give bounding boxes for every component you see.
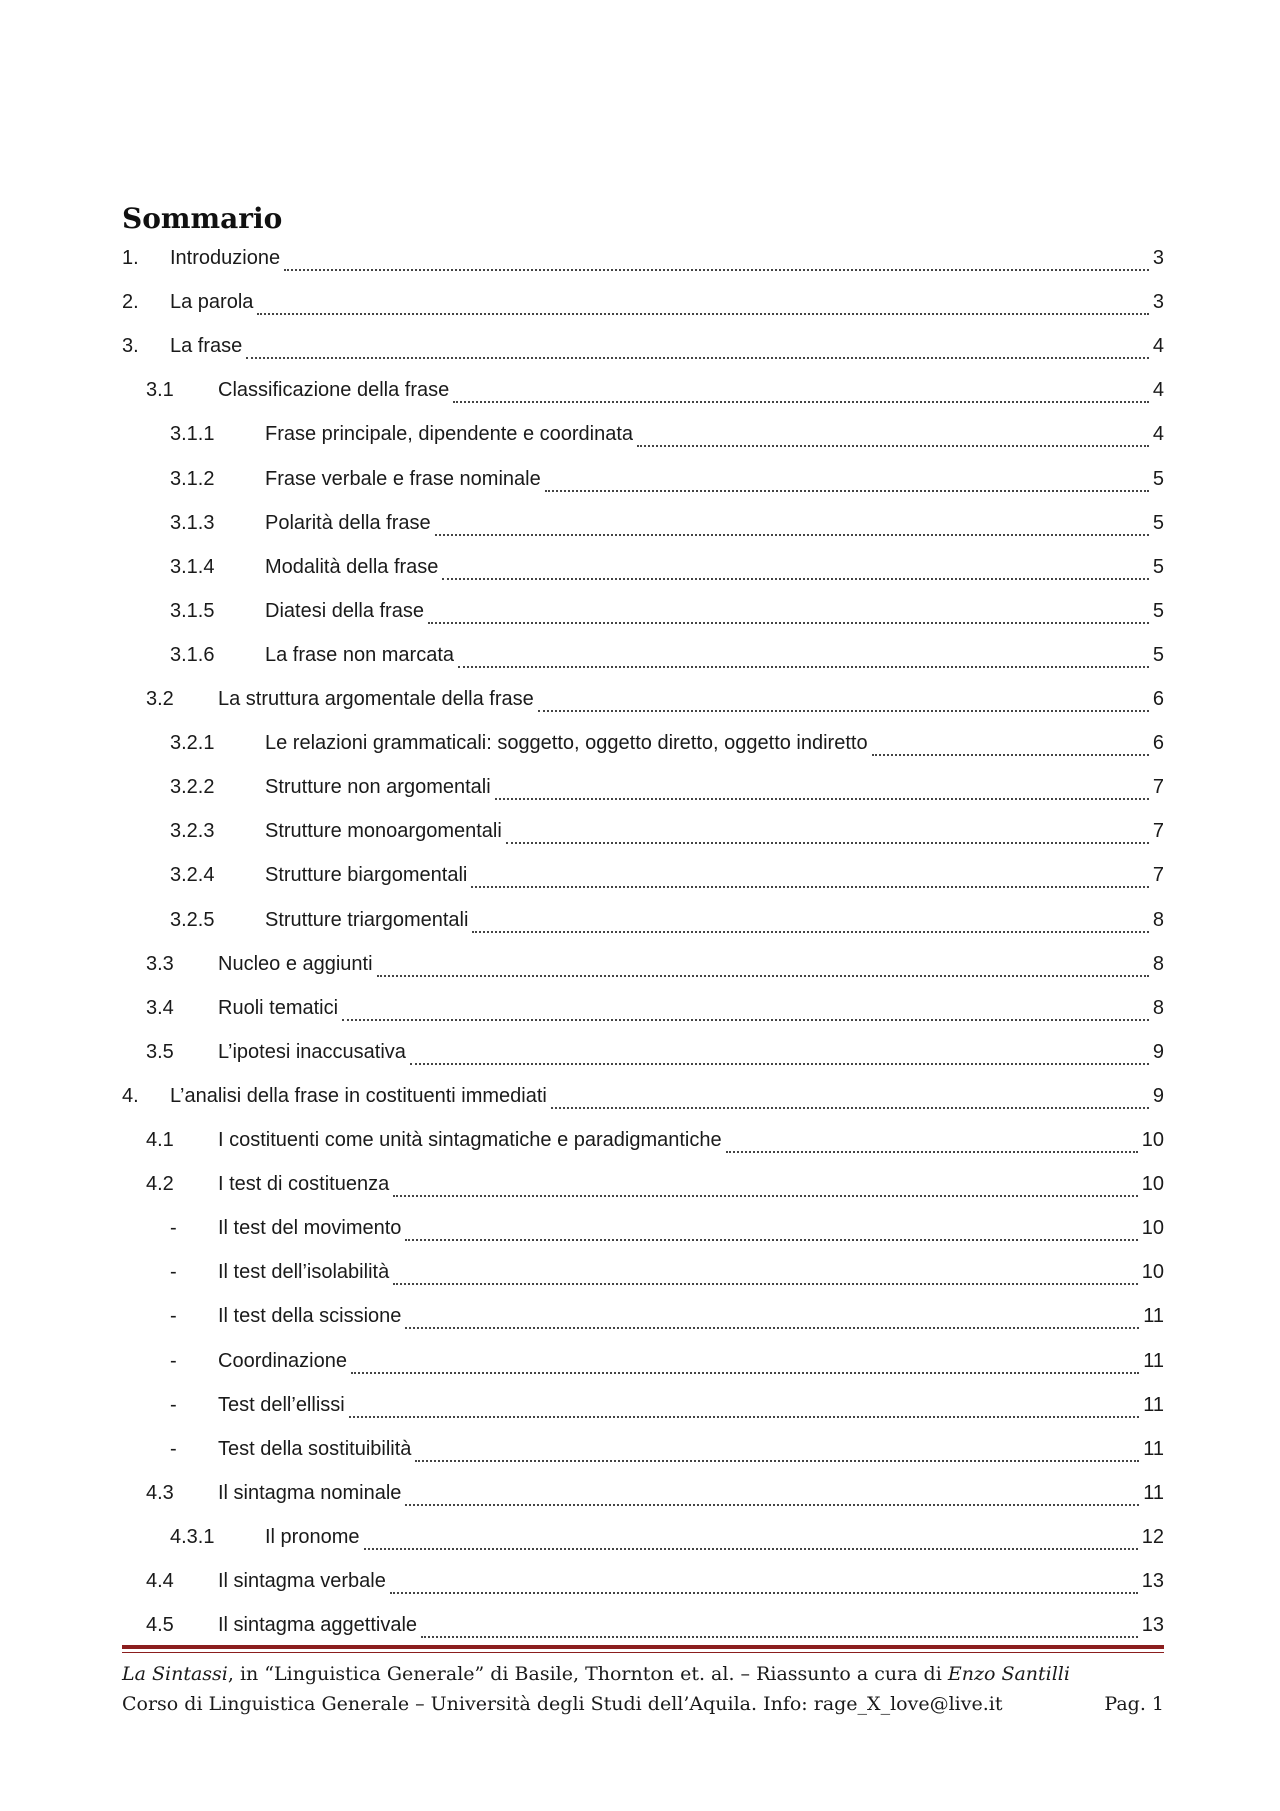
toc-entry[interactable] xyxy=(122,335,1164,365)
toc-entry-page: 10 xyxy=(1141,1261,1164,1284)
toc-entry-page: 6 xyxy=(1152,688,1164,710)
toc-entry-page: 3 xyxy=(1152,291,1164,314)
toc-entry[interactable] xyxy=(170,1217,1164,1247)
toc-entry-page: 11 xyxy=(1143,1305,1164,1328)
toc-entry-label: L’ipotesi inaccusativa xyxy=(218,1040,406,1063)
toc-entry-page: 8 xyxy=(1152,996,1164,1019)
toc-entry-label: I test di costituenza xyxy=(218,1173,390,1196)
toc-entry[interactable] xyxy=(170,1526,1164,1556)
toc-entry-page: 11 xyxy=(1143,1481,1164,1504)
toc-entry-label: Il sintagma nominale xyxy=(218,1481,402,1504)
dot-leader xyxy=(506,824,1149,844)
toc-entry[interactable] xyxy=(122,291,1164,321)
toc-entry-page: 10 xyxy=(1141,1173,1164,1196)
footer-course xyxy=(122,1693,1164,1715)
toc-entry-page: 11 xyxy=(1143,1393,1164,1416)
dot-leader xyxy=(342,1001,1149,1021)
toc-entry-number: - xyxy=(170,1261,177,1284)
toc-entry[interactable] xyxy=(122,247,1164,277)
toc-entry-label: Il sintagma aggettivale xyxy=(218,1614,418,1637)
toc-entry-number: 4.4 xyxy=(146,1570,174,1592)
dot-leader xyxy=(538,692,1149,712)
toc-entry[interactable] xyxy=(170,512,1164,542)
toc-entry-number: 4.1 xyxy=(146,1129,174,1151)
dot-leader xyxy=(257,295,1148,315)
toc-entry[interactable] xyxy=(146,1129,1164,1159)
toc-entry-number: - xyxy=(170,1393,177,1416)
footer-page-number: Pag. 1 xyxy=(1104,1693,1164,1715)
toc-entry-number: 3.1 xyxy=(146,379,174,402)
toc-entry-page: 5 xyxy=(1152,599,1164,622)
toc-entry-number: 3.2 xyxy=(146,688,174,710)
toc-entry[interactable] xyxy=(170,468,1164,498)
toc-entry-label: Diatesi della frase xyxy=(265,599,424,622)
toc-entry-number: 3.1.4 xyxy=(170,555,215,578)
toc-entry-label: Strutture non argomentali xyxy=(265,776,491,799)
toc-entry-number: 3.2.3 xyxy=(170,820,215,843)
dot-leader xyxy=(545,472,1149,492)
toc-entry-number: 3.5 xyxy=(146,1040,174,1063)
footer-author: Enzo Santilli xyxy=(947,1663,1070,1685)
toc-entry[interactable] xyxy=(170,644,1164,674)
toc-entry-page: 8 xyxy=(1152,908,1164,931)
toc-entry-page: 11 xyxy=(1143,1349,1164,1372)
toc-entry[interactable] xyxy=(170,1350,1164,1380)
toc-title: Sommario xyxy=(122,202,283,235)
toc-entry-number: 3.2.4 xyxy=(170,864,215,887)
toc-entry-page: 10 xyxy=(1141,1129,1164,1151)
toc-entry-page: 6 xyxy=(1152,732,1164,755)
toc-entry-page: 4 xyxy=(1152,379,1164,402)
toc-entry-page: 5 xyxy=(1152,467,1164,490)
toc-entry-label: Frase verbale e frase nominale xyxy=(265,467,541,490)
dot-leader xyxy=(872,736,1149,756)
dot-leader xyxy=(405,1486,1139,1506)
footer-citation xyxy=(122,1663,1164,1685)
toc-entry-page: 8 xyxy=(1152,952,1164,975)
toc-entry-label: Il test dell’isolabilità xyxy=(218,1261,390,1284)
toc-entry-label: La frase non marcata xyxy=(265,643,454,666)
toc-entry-label: La parola xyxy=(170,291,254,314)
dot-leader xyxy=(390,1574,1138,1594)
toc-entry[interactable] xyxy=(170,1261,1164,1291)
toc-entry-number: 3.1.1 xyxy=(170,423,215,446)
toc-entry[interactable] xyxy=(170,1438,1164,1468)
dot-leader xyxy=(393,1265,1138,1285)
dot-leader xyxy=(405,1221,1137,1241)
toc-entry-label: Frase principale, dipendente e coordinata xyxy=(265,423,634,446)
toc-entry-number: 3.4 xyxy=(146,996,174,1019)
toc-entry-number: 3.1.2 xyxy=(170,467,215,490)
toc-entry-number: 3.2.2 xyxy=(170,776,215,799)
toc-entry-number: 3.2.5 xyxy=(170,908,215,931)
dot-leader xyxy=(453,383,1149,403)
toc-entry-page: 5 xyxy=(1152,511,1164,534)
toc-entry[interactable] xyxy=(170,864,1164,894)
toc-entry-page: 7 xyxy=(1152,864,1164,887)
toc-entry-page: 4 xyxy=(1152,335,1164,358)
toc-entry[interactable] xyxy=(170,1394,1164,1424)
toc-entry-page: 5 xyxy=(1152,643,1164,666)
toc-entry-label: Le relazioni grammaticali: soggetto, oggetto diretto, oggetto indiretto xyxy=(265,732,868,755)
dot-leader xyxy=(349,1398,1140,1418)
toc-entry-page: 9 xyxy=(1152,1040,1164,1063)
toc-entry-number: - xyxy=(170,1349,177,1372)
toc-entry[interactable] xyxy=(146,379,1164,409)
toc-entry[interactable] xyxy=(170,909,1164,939)
dot-leader xyxy=(551,1089,1149,1109)
toc-entry-page: 9 xyxy=(1152,1084,1164,1107)
dot-leader xyxy=(442,560,1148,580)
toc-entry-number: 3.1.3 xyxy=(170,511,215,534)
toc-entry-label: Modalità della frase xyxy=(265,555,439,578)
toc-entry-page: 10 xyxy=(1141,1217,1164,1240)
toc-entry-label: La struttura argomentale della frase xyxy=(218,688,534,710)
toc-entry-number: 3. xyxy=(122,335,139,358)
toc-entry-number: 3.1.6 xyxy=(170,643,215,666)
toc-entry-number: 3.3 xyxy=(146,952,174,975)
footer-rule-thin xyxy=(122,1652,1164,1653)
dot-leader xyxy=(471,868,1149,888)
toc-entry-number: - xyxy=(170,1217,177,1240)
toc-entry-label: L’analisi della frase in costituenti immediati xyxy=(170,1084,547,1107)
footer-citation-text: , in “Linguistica Generale” di Basile, Thornton et. al. – Riassunto a cura di xyxy=(227,1663,948,1685)
toc-entry[interactable] xyxy=(122,1085,1164,1115)
toc-entry-label: Introduzione xyxy=(170,247,281,269)
toc-entry[interactable] xyxy=(170,776,1164,806)
toc-entry[interactable] xyxy=(146,997,1164,1027)
toc-entry-page: 13 xyxy=(1141,1614,1164,1637)
toc-entry[interactable] xyxy=(170,820,1164,850)
footer-work-title: La Sintassi xyxy=(122,1663,228,1685)
toc-entry-label: Test della sostituibilità xyxy=(218,1437,412,1460)
toc-entry[interactable] xyxy=(170,1305,1164,1335)
dot-leader xyxy=(458,648,1149,668)
toc-entry-number: 3.2.1 xyxy=(170,732,215,755)
dot-leader xyxy=(428,604,1149,624)
dot-leader xyxy=(495,780,1149,800)
dot-leader xyxy=(726,1133,1138,1153)
toc-entry-label: Classificazione della frase xyxy=(218,379,450,402)
dot-leader xyxy=(435,516,1149,536)
toc-entry-label: Ruoli tematici xyxy=(218,996,339,1019)
toc-entry-page: 3 xyxy=(1152,247,1164,269)
toc-entry-label: Il test della scissione xyxy=(218,1305,402,1328)
dot-leader xyxy=(415,1442,1139,1462)
toc-entry-page: 7 xyxy=(1152,820,1164,843)
toc-entry[interactable] xyxy=(170,600,1164,630)
footer-course-text: Corso di Linguistica Generale – Università degli Studi dell’Aquila. Info: rage_X_love@live.it xyxy=(122,1693,1003,1715)
toc-entry-label: Test dell’ellissi xyxy=(218,1393,345,1416)
dot-leader xyxy=(421,1618,1138,1638)
toc-entry-label: Strutture monoargomentali xyxy=(265,820,502,843)
toc-entry[interactable] xyxy=(146,1570,1164,1600)
toc-entry-number: - xyxy=(170,1305,177,1328)
dot-leader xyxy=(364,1530,1138,1550)
dot-leader xyxy=(405,1309,1139,1329)
toc-entry-label: La frase xyxy=(170,335,243,358)
dot-leader xyxy=(410,1045,1149,1065)
toc-entry-page: 12 xyxy=(1141,1525,1164,1548)
toc-entry-label: Nucleo e aggiunti xyxy=(218,952,373,975)
footer-rule xyxy=(122,1645,1164,1649)
toc-entry[interactable] xyxy=(170,556,1164,586)
toc-entry[interactable] xyxy=(146,953,1164,983)
toc-entry-page: 7 xyxy=(1152,776,1164,799)
toc-entry-number: 4.2 xyxy=(146,1173,174,1196)
toc-entry-label: Il test del movimento xyxy=(218,1217,402,1240)
dot-leader xyxy=(472,913,1148,933)
toc-entry-number: 4.5 xyxy=(146,1614,174,1637)
toc-entry-label: I costituenti come unità sintagmatiche e paradigmantiche xyxy=(218,1129,722,1151)
toc-entry[interactable] xyxy=(170,732,1164,762)
toc-entry-number: 4. xyxy=(122,1084,139,1107)
toc-entry-number: 1. xyxy=(122,247,139,269)
toc-entry-label: Il pronome xyxy=(265,1525,360,1548)
toc-entry-label: Coordinazione xyxy=(218,1349,347,1372)
toc-entry[interactable] xyxy=(146,1482,1164,1512)
dot-leader xyxy=(246,339,1149,359)
dot-leader xyxy=(351,1354,1139,1374)
toc-entry-page: 4 xyxy=(1152,423,1164,446)
dot-leader xyxy=(284,251,1149,271)
toc-entry-label: Il sintagma verbale xyxy=(218,1570,386,1592)
toc-entry-number: 2. xyxy=(122,291,139,314)
toc-entry[interactable] xyxy=(146,1173,1164,1203)
toc-entry-label: Strutture biargomentali xyxy=(265,864,468,887)
toc-entry-page: 11 xyxy=(1143,1437,1164,1460)
dot-leader xyxy=(637,427,1149,447)
toc-entry[interactable] xyxy=(146,688,1164,718)
toc-entry-number: 3.1.5 xyxy=(170,599,215,622)
toc-entry-page: 5 xyxy=(1152,555,1164,578)
toc-entry-number: 4.3.1 xyxy=(170,1525,215,1548)
toc-entry-number: 4.3 xyxy=(146,1481,174,1504)
toc-entry[interactable] xyxy=(146,1614,1164,1644)
dot-leader xyxy=(377,957,1149,977)
toc-entry[interactable] xyxy=(170,423,1164,453)
toc-entry-page: 13 xyxy=(1141,1570,1164,1592)
toc-entry-label: Polarità della frase xyxy=(265,511,431,534)
toc-entry-number: - xyxy=(170,1437,177,1460)
dot-leader xyxy=(393,1177,1138,1197)
toc-entry-label: Strutture triargomentali xyxy=(265,908,469,931)
toc-entry[interactable] xyxy=(146,1041,1164,1071)
